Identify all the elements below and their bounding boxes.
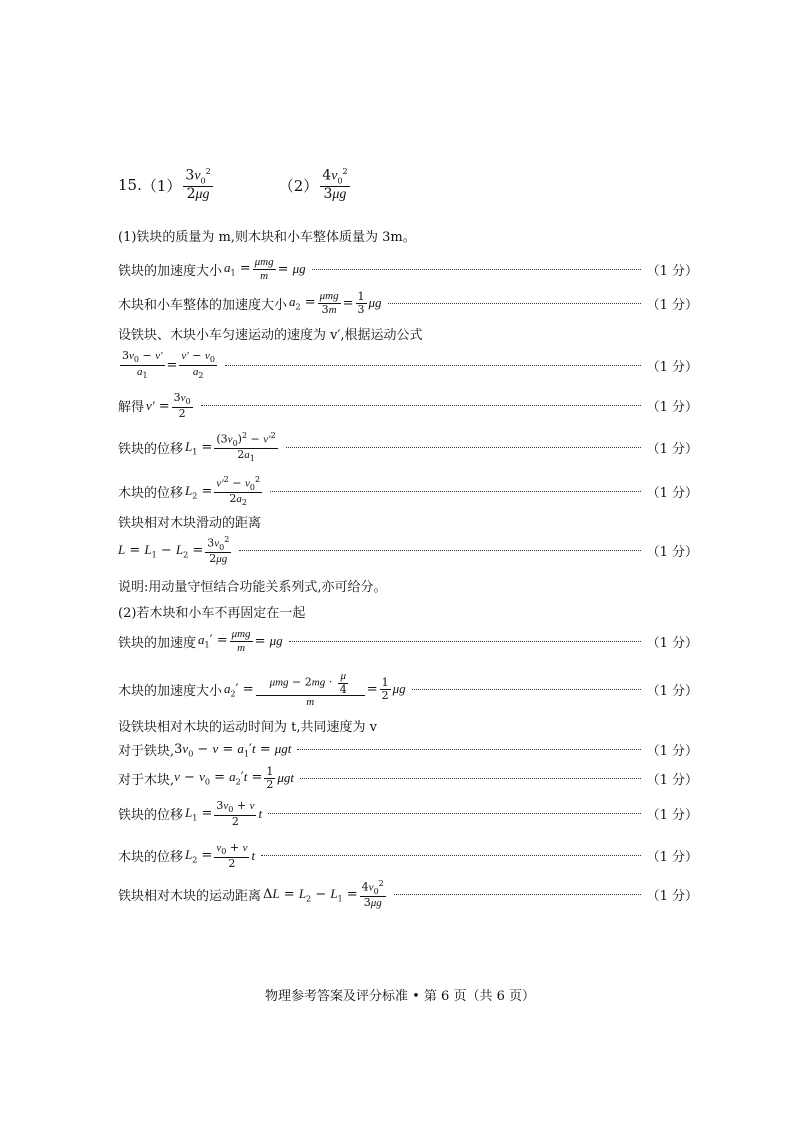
step-board-displacement: 木块的位移 $L_2$ = $\frac{v'^2 - v_0^2}{2a_2}$ （1 分）: [118, 475, 698, 508]
note-text: 说明:用动量守恒结合功能关系列式,亦可给分。: [118, 580, 387, 595]
step-slide-distance: $L = L_1 - L_2$ = $\frac{3v_0^2}{2\mu g}$ （1 分）: [118, 535, 698, 566]
step-iron-displacement-2: 铁块的位移 $L_1$ = $\frac{3v_0 + v}{2}$ t （1 分）: [118, 799, 698, 828]
step-iron-acceleration: 铁块的加速度大小 $a_1$ = $\frac{\text{μmg}}{m}$ = μg （1 分）: [118, 256, 698, 282]
score: （1 分）: [646, 263, 698, 279]
step-iron-acceleration-2: 铁块的加速度 $a_1'$ = $\frac{\text{μmg}}{m}$ = μg （1 分）: [118, 628, 698, 654]
step-text-slide: 铁块相对木块滑动的距离: [118, 516, 262, 531]
answer-2: $\frac{4v_0^2}{3\mu g}$: [322, 167, 348, 202]
question-header: [118, 168, 352, 203]
step-iron-displacement: 铁块的位移 $L_1$ = $\frac{(3v_0)^2 - v'^2}{2a_1}$ （1 分）: [118, 431, 698, 464]
step-relative-distance: 铁块相对木块的运动距离 $\Delta L = L_2 - L_1$ = $\frac{4v_0^2}{3\mu g}$ （1 分）: [118, 879, 698, 910]
step-text-time: 设铁块相对木块的运动时间为 t,共同速度为 v: [118, 720, 377, 735]
part2-label: （2）: [278, 176, 319, 195]
step-solve-velocity: 解得 v′ = $\frac{3v_0}{2}$ （1 分）: [118, 391, 698, 420]
step-board-acceleration-2: 木块的加速度大小 $a_2'$ = μmg − 2mg · $\frac{\mu}{4}$ m = $\frac{1}{2}$ μg （1 分）: [118, 670, 698, 709]
page-footer: 物理参考答案及评分标准 • 第 6 页（共 6 页）: [264, 989, 535, 1004]
question-number: 15.: [118, 176, 142, 195]
step-iron-velocity: 对于铁块, $3v_0 - v = a_1't = \mu gt$ （1 分）: [118, 740, 698, 759]
intro-text: (1)铁块的质量为 m,则木块和小车整体质量为 3m。: [118, 230, 416, 245]
part2-header: (2)若木块和小车不再固定在一起: [118, 606, 306, 621]
answer-1: $\frac{3v_0^2}{2\mu g}$: [185, 167, 211, 202]
step-text-velocity: 设铁块、木块小车匀速运动的速度为 v′,根据运动公式: [118, 328, 423, 343]
step-board-displacement-2: 木块的位移 $L_2$ = $\frac{v_0 + v}{2}$ t （1 分）: [118, 841, 698, 870]
part1-label: （1）: [141, 176, 182, 195]
step-equation-time: $\frac{3v_0 - v'}{a_1}$ = $\frac{v' - v_0}{a_2}$ （1 分）: [122, 349, 698, 380]
step-board-acceleration: 木块和小车整体的加速度大小 $a_2$ = $\frac{\text{μmg}}{3m}$ = $\frac{1}{3}$ μg （1 分）: [118, 290, 698, 316]
step-board-velocity: 对于木块, $v - v_0 = a_2't$ = $\frac{1}{2}$ μgt （1 分）: [118, 765, 698, 791]
